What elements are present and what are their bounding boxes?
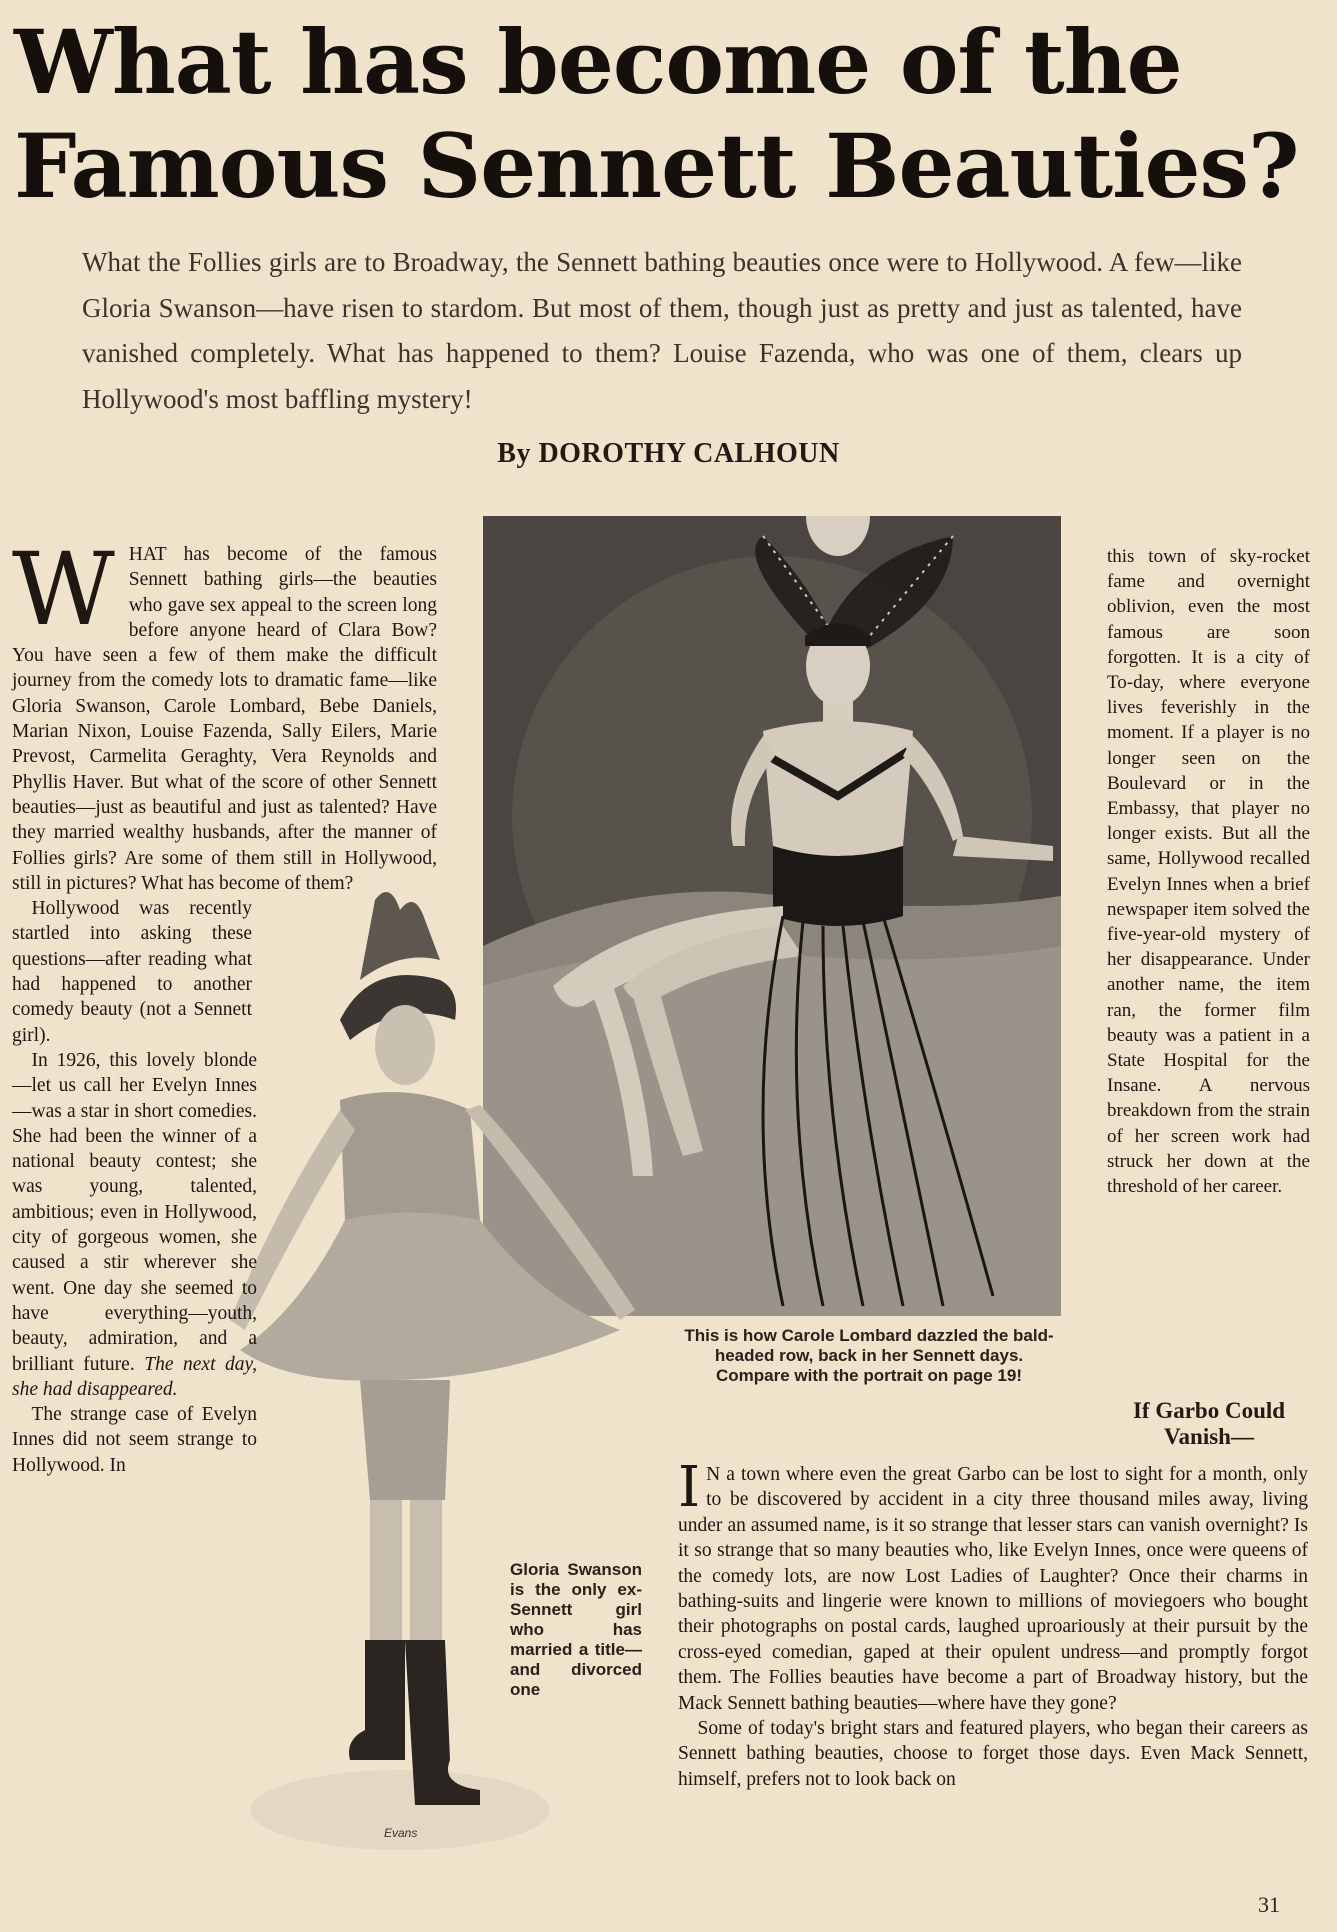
caption-lombard: This is how Carole Lombard dazzled the bald-headed row, back in her Sennett days. Compare with the portrait on page 19! bbox=[684, 1326, 1054, 1385]
dropcap-i: I bbox=[678, 1455, 701, 1520]
caption-swanson: Gloria Swanson is the only ex-Sennett girl who has married a title—and divorced one bbox=[510, 1560, 642, 1699]
headline-line-2: Famous Sennett Beauties? bbox=[14, 114, 1299, 218]
headline-line-1: What has become of the bbox=[14, 10, 1182, 114]
right-paragraph-1: this town of sky-rocket fame and overnight oblivion, even the most famous are soon forgotten. It is a city of To-day, where everyone lives feverishly in the moment. If a player is no longer seen on the Boulevard or in the Embassy, that player no longer exists. But all the same, Hollywood recalled Evelyn Innes when a brief newspaper item solved the five-year-old mystery of her disappearance. Under another name, the item ran, the former film beauty was a patient in a State Hospital for the Insane. A nervous breakdown from the strain of her screen work had struck her down at the threshold of her career. bbox=[1107, 546, 1310, 1198]
left-paragraph-2: Hollywood was recently startled into asking these questions—after reading what had happened to another comedy beauty (not a Sennett girl). bbox=[12, 898, 252, 1046]
left-paragraph-1 bbox=[12, 531, 437, 896]
left-column bbox=[12, 531, 437, 1478]
byline: By DOROTHY CALHOUN bbox=[497, 438, 840, 469]
page-number: 31 bbox=[1258, 1892, 1280, 1917]
deck-intro: What the Follies girls are to Broadway, the Sennett bathing beauties once were to Hollywood. A few—like Gloria Swanson—have risen to stardom. But most of them, though just as pretty and just as talented, have vanished completely. What has happened to them? Louise Fazenda, who was one of them, clears up Hollywood's most baffling mystery! bbox=[82, 247, 1242, 414]
headline bbox=[14, 10, 1324, 218]
bottom-column bbox=[678, 1455, 1308, 1792]
bottom-paragraph-1-text: N a town where even the great Garbo can be lost to sight for a month, only to be discovered by accident in a city three thousand miles away, living under an assumed name, is it so strange that lesser stars can vanish overnight? Is it so strange that so many beauties who, like Evelyn Innes, once were queens of the comedy lots, are now Lost Ladies of Laughter? Once their charms in bathing-suits and lingerie were known to millions of moviegoers who bought their photographs on postal cards, laughed uproariously at their pursuit by the cross-eyed comedian, gaped at their opulent undress—and promptly forgot them. The Follies beauties have become a part of Broadway history, but the Mack Sennett bathing beauties—where have they gone? bbox=[678, 1464, 1308, 1714]
photo-credit: Evans bbox=[384, 1826, 418, 1840]
left-paragraph-4: The strange case of Evelyn Innes did not seem strange to Hollywood. In bbox=[12, 1404, 257, 1476]
subhead: If Garbo Could Vanish— bbox=[1132, 1398, 1286, 1449]
dropcap-w: W bbox=[12, 531, 115, 648]
left-paragraph-3 bbox=[12, 1048, 257, 1402]
right-column bbox=[1107, 544, 1310, 1199]
left-paragraph-1-text: HAT has become of the famous Sennett bathing girls—the beauties who gave sex appeal to the screen long before anyone heard of Clara Bow? You have seen a few of them make the difficult journey from the comedy lots to dramatic fame—like Gloria Swanson, Carole Lombard, Bebe Daniels, Marian Nixon, Louise Fazenda, Sally Eilers, Marie Prevost, Carmelita Geraghty, Vera Reynolds and Phyllis Haver. But what of the score of other Sennett beauties—just as beautiful and just as talented? Have they married wealthy husbands, after the manner of Follies girls? Are some of them still in Hollywood, still in pictures? What has become of them? bbox=[12, 544, 437, 894]
bottom-paragraph-1 bbox=[678, 1455, 1308, 1716]
left-paragraph-3-italic: The next day, she had disappeared. bbox=[12, 1353, 257, 1400]
left-paragraph-3-text: In 1926, this lovely blonde—let us call her Evelyn Innes—was a star in short comedies. She had been the winner of a national beauty contest; she was young, talented, ambitious; even in Hollywood, city of gorgeous women, she caused a stir wherever she went. One day she seemed to have everything—youth, beauty, admiration, and a brilliant future. bbox=[12, 1049, 257, 1375]
bottom-paragraph-2: Some of today's bright stars and featured players, who began their careers as Sennett bathing beauties, choose to forget those days. Even Mack Sennett, himself, prefers not to look back on bbox=[678, 1718, 1308, 1790]
